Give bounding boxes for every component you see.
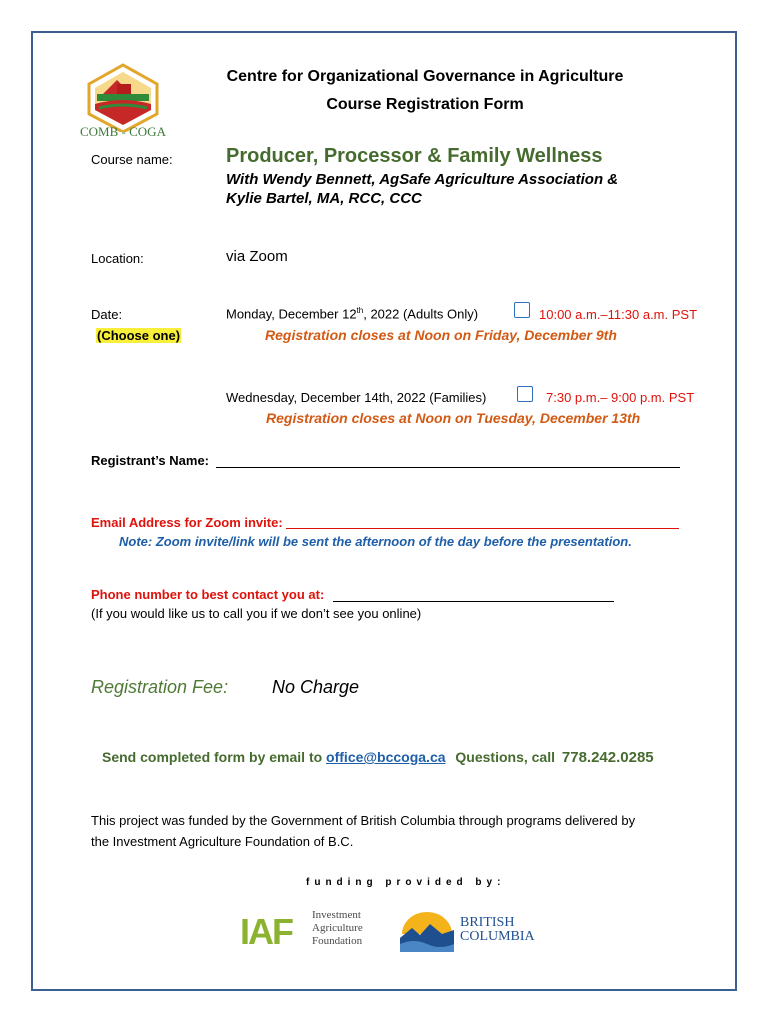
- bc-words: [460, 916, 535, 944]
- date-option-1-time: 10:00 a.m.–11:30 a.m. PST: [539, 307, 698, 322]
- send-phone: 778.242.0285: [561, 749, 654, 766]
- bc-word-british: BRITISH: [460, 915, 515, 930]
- header-title: Centre for Organizational Governance in Agriculture: [226, 68, 624, 85]
- email-field[interactable]: [286, 516, 679, 529]
- date-option-1-closes: Registration closes at Noon on Friday, December 9th: [265, 327, 617, 343]
- location-label: Location:: [91, 251, 144, 266]
- iaf-word-foundation: Foundation: [312, 935, 363, 947]
- iaf-word-investment: Investment: [312, 909, 361, 921]
- iaf-words: [312, 909, 363, 948]
- course-presenters-2: Kylie Bartel, MA, RCC, CCC: [226, 190, 422, 207]
- iaf-mark: IAF: [240, 911, 292, 952]
- date-option-1-sup: th: [356, 306, 364, 315]
- registrant-name-field[interactable]: [216, 455, 680, 468]
- send-questions: Questions, call: [455, 749, 555, 765]
- funding-line-1: This project was funded by the Government of British Columbia through programs delivered by: [91, 813, 636, 828]
- email-note: Note: Zoom invite/link will be sent the afternoon of the day before the presentation.: [119, 534, 632, 549]
- phone-label: Phone number to best contact you at:: [91, 587, 325, 602]
- bc-logo: [398, 906, 543, 956]
- funding-line-2: the Investment Agriculture Foundation of B.C.: [91, 834, 354, 849]
- send-line: [102, 749, 654, 766]
- iaf-word-agriculture: Agriculture: [312, 922, 363, 934]
- date-option-2-closes: Registration closes at Noon on Tuesday, December 13th: [266, 410, 641, 426]
- send-email-link[interactable]: office@bccoga.ca: [326, 749, 446, 765]
- course-title: Producer, Processor & Family Wellness: [226, 145, 603, 167]
- date-option-1-day: Monday, December 12: [226, 306, 357, 322]
- course-presenters-1: With Wendy Bennett, AgSafe Agriculture Association &: [226, 171, 619, 188]
- fee-value: No Charge: [272, 677, 360, 697]
- header-subtitle: Course Registration Form: [326, 96, 524, 113]
- bc-word-columbia: COLUMBIA: [460, 929, 535, 944]
- bc-sun-icon: [398, 908, 456, 952]
- iaf-logo: [240, 909, 380, 955]
- send-prefix: Send completed form by email to: [102, 749, 323, 765]
- fee-label: Registration Fee:: [91, 677, 229, 697]
- date-option-1-checkbox[interactable]: [514, 302, 530, 318]
- date-option-1-text: [226, 306, 478, 321]
- registrant-label: Registrant’s Name:: [91, 453, 209, 468]
- phone-note: (If you would like us to call you if we don’t see you online): [91, 606, 422, 621]
- funding-provided-by: funding provided by:: [306, 877, 506, 888]
- date-label: Date:: [91, 307, 123, 322]
- date-option-2-checkbox[interactable]: [517, 386, 533, 402]
- date-option-2-text: Wednesday, December 14th, 2022 (Families): [226, 390, 487, 405]
- date-option-1-rest: , 2022 (Adults Only): [363, 306, 479, 322]
- location-value: via Zoom: [226, 248, 288, 265]
- date-option-2-time: 7:30 p.m.– 9:00 p.m. PST: [546, 390, 695, 405]
- logo-caption: COMB - COGA: [80, 124, 166, 139]
- email-label: Email Address for Zoom invite:: [91, 515, 283, 530]
- course-label: Course name:: [91, 152, 173, 167]
- phone-field[interactable]: [333, 589, 614, 602]
- choose-one-note: (Choose one): [97, 328, 181, 343]
